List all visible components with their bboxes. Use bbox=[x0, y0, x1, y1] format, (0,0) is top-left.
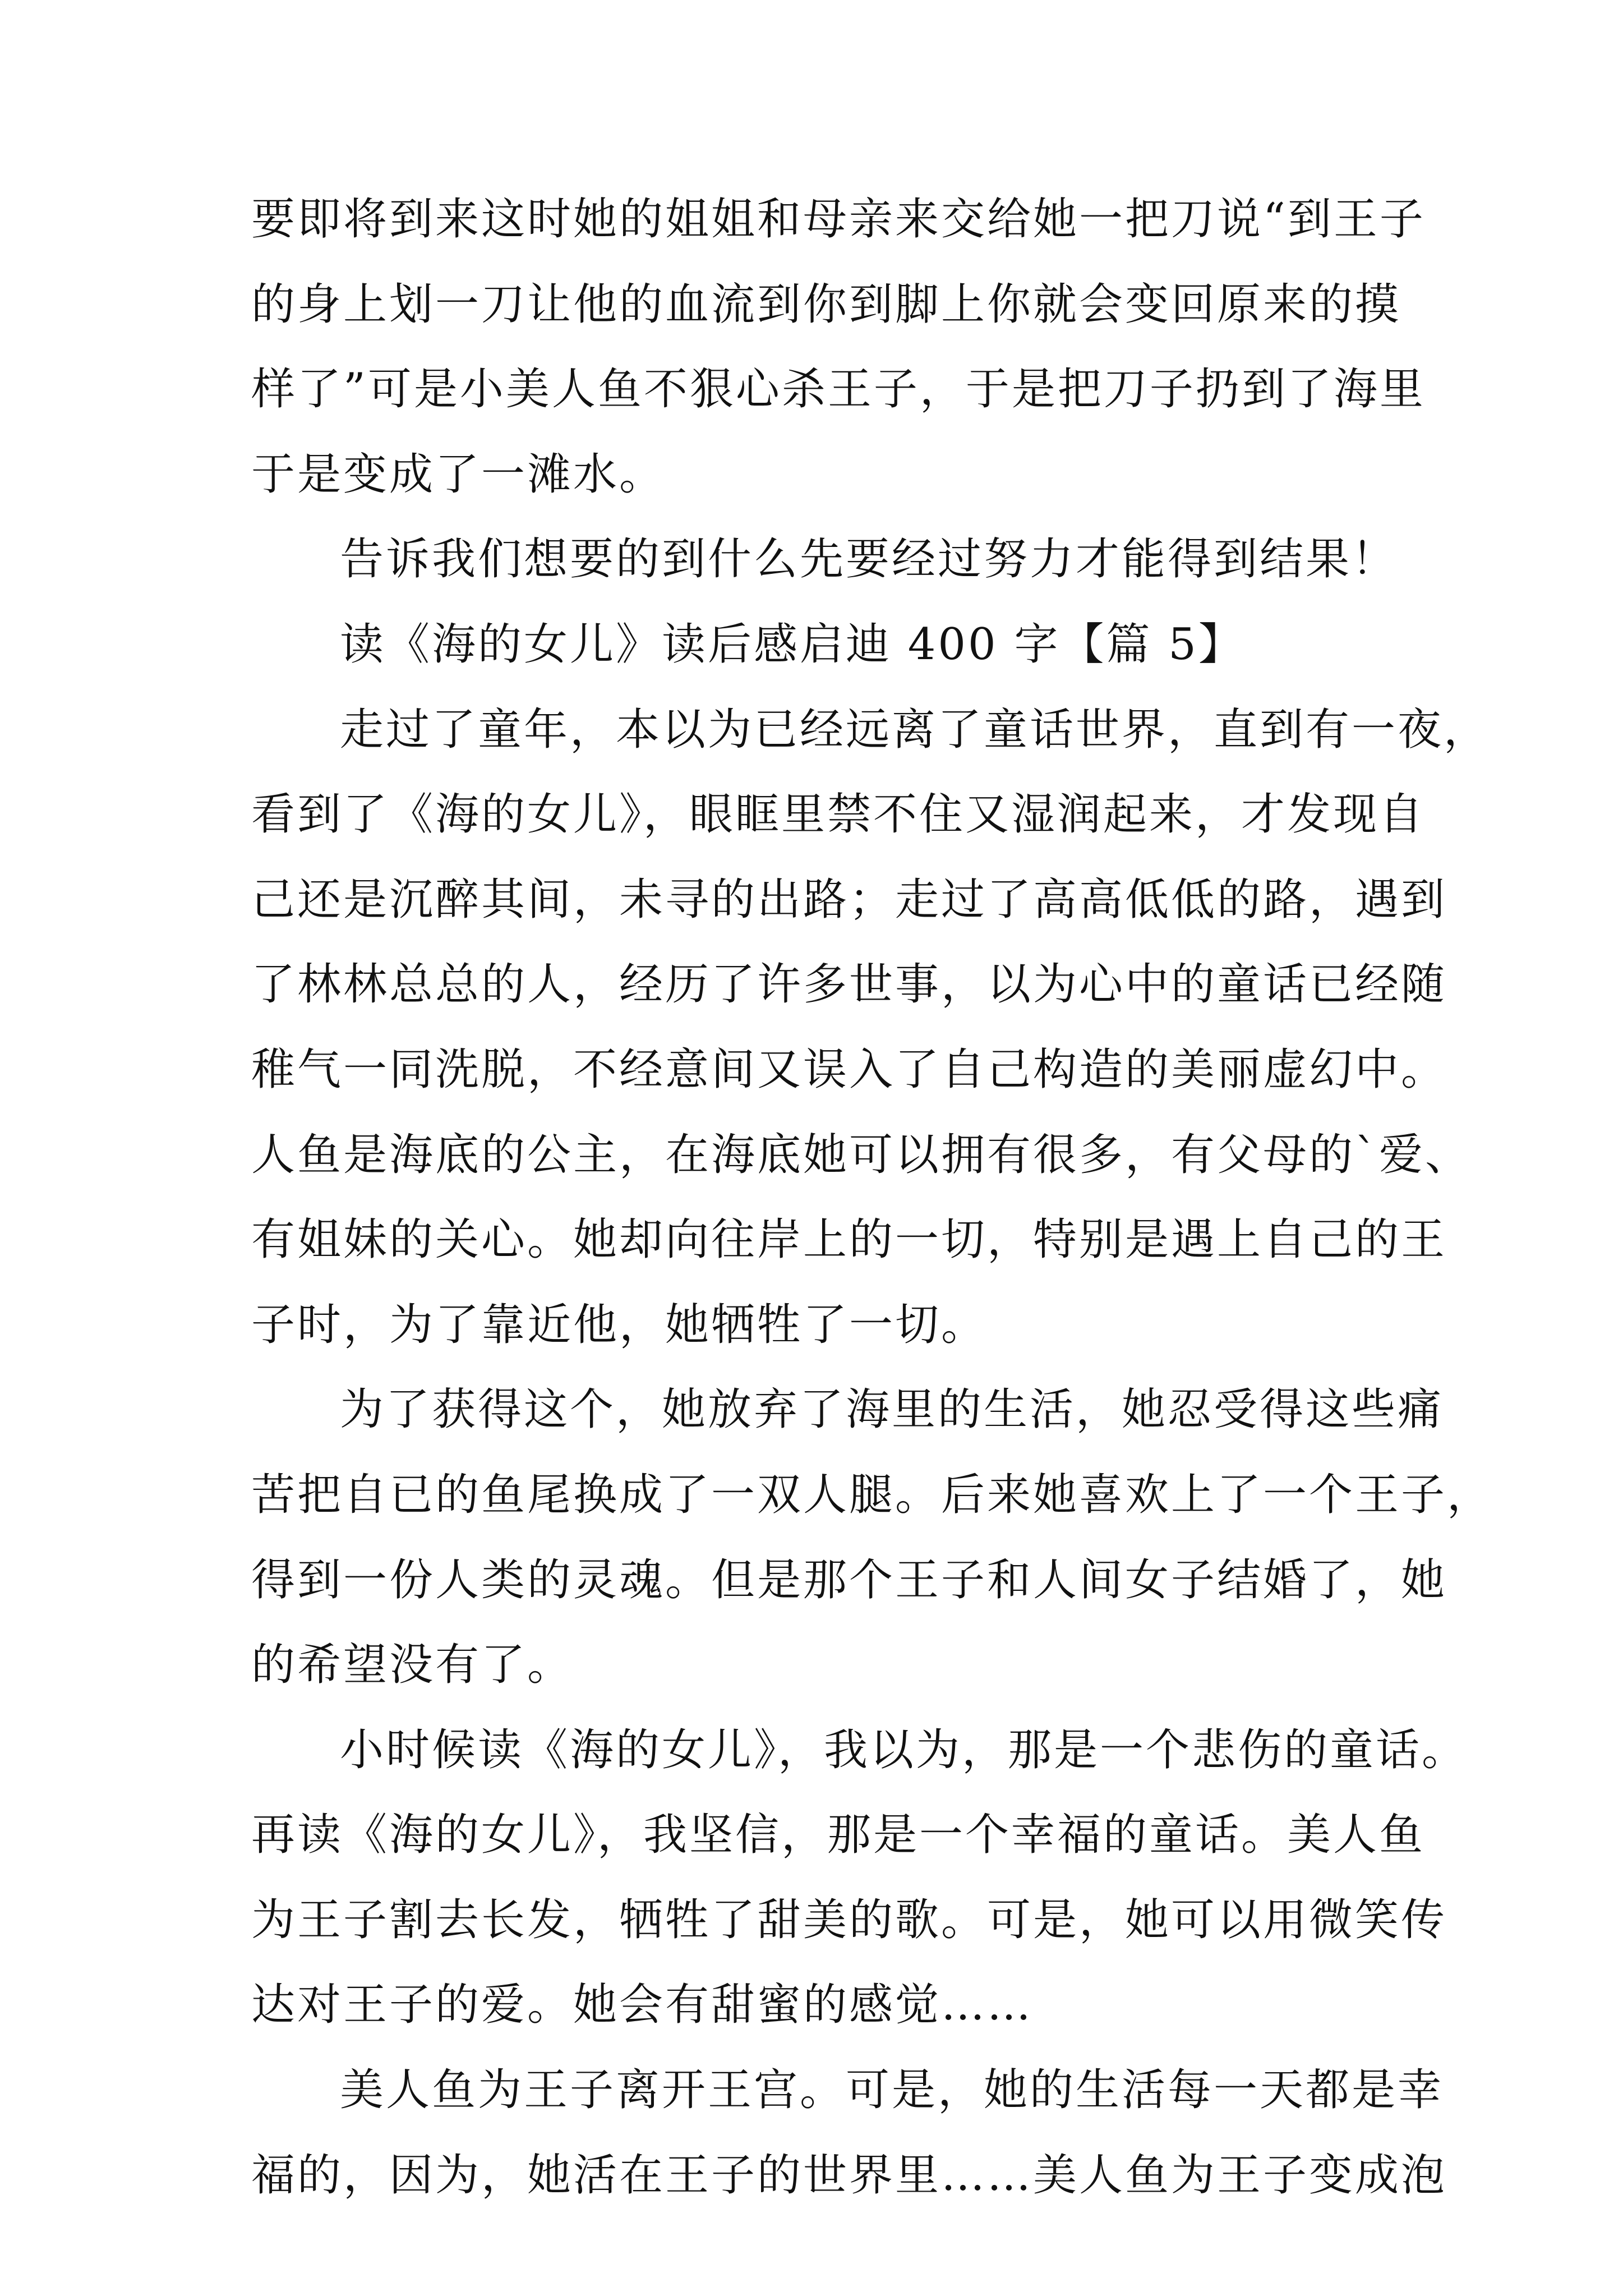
text-line: 有姐妹的关心。她却向往岸上的一切，特别是遇上自己的王 bbox=[251, 1214, 1447, 1266]
text-line: 福的，因为，她活在王子的世界里……美人鱼为王子变成泡 bbox=[251, 2150, 1447, 2201]
text-line: 为王子割去长发，牺牲了甜美的歌。可是，她可以用微笑传 bbox=[251, 1894, 1447, 1945]
text-line: 走过了童年，本以为已经远离了童话世界，直到有一夜， bbox=[340, 704, 1490, 755]
text-line: 苦把自已的鱼尾换成了一双人腿。后来她喜欢上了一个王子， bbox=[251, 1469, 1493, 1520]
section-heading: 读《海的女儿》读后感启迪 400 字【篇 5】 bbox=[340, 619, 1244, 670]
text-line: 美人鱼为王子离开王宫。可是，她的生活每一天都是幸 bbox=[340, 2065, 1444, 2116]
text-line: 样了”可是小美人鱼不狠心杀王子，于是把刀子扔到了海里 bbox=[251, 364, 1426, 415]
text-line: 的身上划一刀让他的血流到你到脚上你就会变回原来的摸 bbox=[251, 279, 1401, 330]
text-line: 了林林总总的人，经历了许多世事，以为心中的童话已经随 bbox=[251, 959, 1447, 1010]
text-line: 子时，为了靠近他，她牺牲了一切。 bbox=[251, 1299, 988, 1350]
text-line: 达对王子的爱。她会有甜蜜的感觉…… bbox=[251, 1980, 1034, 2031]
text-line: 稚气一同洗脱，不经意间又误入了自己构造的美丽虚幻中。 bbox=[251, 1044, 1447, 1095]
text-line: 于是变成了一滩水。 bbox=[251, 449, 666, 500]
text-line: 告诉我们想要的到什么先要经过努力才能得到结果！ bbox=[340, 534, 1398, 585]
text-line: 得到一份人类的灵魂。但是那个王子和人间女子结婚了，她 bbox=[251, 1554, 1447, 1605]
text-line: 人鱼是海底的公主，在海底她可以拥有很多，有父母的`爱、 bbox=[251, 1129, 1472, 1180]
text-line: 的希望没有了。 bbox=[251, 1640, 574, 1691]
text-line: 小时候读《海的女儿》，我以为，那是一个悲伤的童话。 bbox=[340, 1724, 1468, 1775]
text-line: 己还是沉醉其间，未寻的出路；走过了高高低低的路，遇到 bbox=[251, 874, 1447, 925]
text-line: 再读《海的女儿》，我坚信，那是一个幸福的童话。美人鱼 bbox=[251, 1810, 1426, 1861]
text-line: 为了获得这个，她放弃了海里的生活，她忍受得这些痛 bbox=[340, 1384, 1444, 1435]
text-line: 要即将到来这时她的姐姐和母亲来交给她一把刀说“到王子 bbox=[251, 194, 1426, 245]
document-body bbox=[251, 177, 1493, 2218]
text-line: 看到了《海的女儿》，眼眶里禁不住又湿润起来，才发现自 bbox=[251, 789, 1426, 840]
